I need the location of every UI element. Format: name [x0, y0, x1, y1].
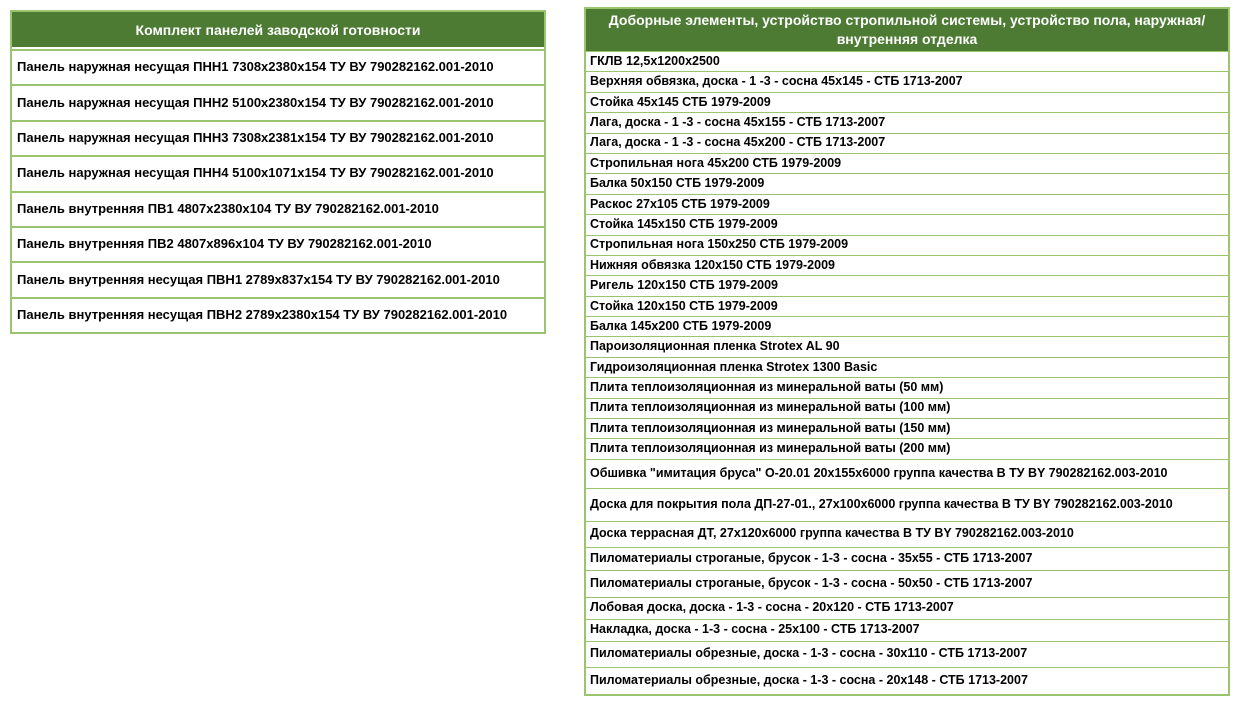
row-label: Пароизоляционная пленка Strotex AL 90 [590, 339, 840, 354]
row-label: Панель наружная несущая ПНН4 5100х1071х154 ТУ ВУ 790282162.001-2010 [17, 165, 494, 181]
row-label: Накладка, доска - 1-3 - сосна - 25х100 - СТБ 1713-2007 [590, 622, 920, 637]
table-row [586, 194, 1228, 214]
table-row [12, 261, 544, 296]
table-row [586, 570, 1228, 597]
table-row [586, 377, 1228, 397]
table-row [586, 255, 1228, 275]
table-row [12, 191, 544, 226]
row-label: Балка 145х200 СТБ 1979-2009 [590, 318, 772, 333]
row-label: Панель наружная несущая ПНН1 7308х2380х154 ТУ ВУ 790282162.001-2010 [17, 59, 494, 75]
row-label: Пиломатериалы строганые, брусок - 1-3 - сосна - 50х50 - СТБ 1713-2007 [590, 575, 1033, 590]
row-label: Лага, доска - 1 -3 - сосна 45х200 - СТБ 1713-2007 [590, 135, 886, 150]
row-label: Пиломатериалы строганые, брусок - 1-3 - сосна - 35х55 - СТБ 1713-2007 [590, 550, 1033, 565]
table-row [586, 296, 1228, 316]
table-row [586, 316, 1228, 336]
row-label: Плита теплоизоляционная из минеральной ваты (200 мм) [590, 441, 951, 456]
table-row [12, 49, 544, 84]
table-row [586, 214, 1228, 234]
table-row [586, 459, 1228, 488]
row-label: Стойка 45х145 СТБ 1979-2009 [590, 94, 771, 109]
row-label: Гидроизоляционная пленка Strotex 1300 Basic [590, 359, 878, 374]
row-label: Стойка 120х150 СТБ 1979-2009 [590, 298, 778, 313]
row-label: Балка 50х150 СТБ 1979-2009 [590, 176, 765, 191]
row-label: Панель внутренняя несущая ПВН2 2789х2380х154 ТУ ВУ 790282162.001-2010 [17, 306, 508, 322]
table-row [586, 597, 1228, 619]
additional-elements-table-header [586, 9, 1228, 51]
factory-panels-table [10, 10, 546, 334]
table-row [586, 133, 1228, 153]
table-row [586, 488, 1228, 521]
row-label: Верхняя обвязка, доска - 1 -3 - сосна 45х145 - СТБ 1713-2007 [590, 74, 963, 89]
table-row [12, 297, 544, 332]
table-row [586, 112, 1228, 132]
row-label: Нижняя обвязка 120х150 СТБ 1979-2009 [590, 257, 835, 272]
row-label: Стойка 145х150 СТБ 1979-2009 [590, 216, 778, 231]
table-row [12, 155, 544, 190]
row-label: ГКЛВ 12,5х1200х2500 [590, 53, 720, 68]
additional-elements-table [584, 7, 1230, 696]
table-row [586, 51, 1228, 71]
row-label: Панель наружная несущая ПНН3 7308х2381х154 ТУ ВУ 790282162.001-2010 [17, 130, 494, 145]
row-label: Доска террасная ДТ, 27х120х6000 группа качества В ТУ BY 790282162.003-2010 [590, 526, 1074, 541]
row-label: Стропильная нога 45х200 СТБ 1979-2009 [590, 155, 842, 170]
table-row [586, 619, 1228, 641]
table-row [586, 173, 1228, 193]
row-label: Плита теплоизоляционная из минеральной ваты (50 мм) [590, 380, 944, 395]
row-label: Панель внутренняя ПВ2 4807х896х104 ТУ ВУ 790282162.001-2010 [17, 236, 432, 252]
table-row [586, 71, 1228, 91]
table-row [586, 667, 1228, 694]
table-row [586, 336, 1228, 356]
row-label: Ригель 120х150 СТБ 1979-2009 [590, 278, 779, 293]
table-row [586, 438, 1228, 458]
additional-elements-table-title: Доборные элементы, устройство стропильной системы, устройство пола, наружная/внутренняя отделка [608, 12, 1206, 47]
row-label: Обшивка "имитация бруса" О-20.01 20х155х6000 группа качества В ТУ BY 790282162.003-2010 [590, 465, 1168, 480]
table-row [586, 357, 1228, 377]
table-row [586, 418, 1228, 438]
table-row [586, 153, 1228, 173]
row-label: Плита теплоизоляционная из минеральной ваты (100 мм) [590, 400, 951, 415]
row-label: Доска для покрытия пола ДП-27-01., 27х100х6000 группа качества В ТУ BY 790282162.003-2010 [590, 496, 1173, 511]
factory-panels-table-body [12, 49, 544, 332]
row-label: Плита теплоизоляционная из минеральной ваты (150 мм) [590, 420, 951, 435]
factory-panels-table-title: Комплект панелей заводской готовности [135, 21, 421, 38]
factory-panels-table-header [12, 12, 544, 49]
table-row [586, 398, 1228, 418]
row-label: Пиломатериалы обрезные, доска - 1-3 - сосна - 20х148 - СТБ 1713-2007 [590, 672, 1028, 687]
table-row [12, 120, 544, 155]
table-row [12, 226, 544, 261]
table-row [586, 641, 1228, 667]
additional-elements-table-body [586, 51, 1228, 694]
table-row [586, 275, 1228, 295]
row-label: Панель внутренняя ПВ1 4807х2380х104 ТУ ВУ 790282162.001-2010 [17, 200, 439, 216]
table-row [586, 521, 1228, 547]
row-label: Панель внутренняя несущая ПВН1 2789х837х154 ТУ ВУ 790282162.001-2010 [17, 271, 500, 287]
row-label: Раскос 27х105 СТБ 1979-2009 [590, 196, 770, 211]
row-label: Лобовая доска, доска - 1-3 - сосна - 20х120 - СТБ 1713-2007 [590, 600, 954, 615]
row-label: Пиломатериалы обрезные, доска - 1-3 - сосна - 30х110 - СТБ 1713-2007 [590, 646, 1028, 661]
table-row [586, 235, 1228, 255]
row-label: Стропильная нога 150х250 СТБ 1979-2009 [590, 237, 849, 252]
table-row [586, 92, 1228, 112]
row-label: Лага, доска - 1 -3 - сосна 45х155 - СТБ 1713-2007 [590, 114, 886, 129]
row-label: Панель наружная несущая ПНН2 5100х2380х154 ТУ ВУ 790282162.001-2010 [17, 94, 494, 110]
table-row [586, 547, 1228, 570]
table-row [12, 84, 544, 119]
